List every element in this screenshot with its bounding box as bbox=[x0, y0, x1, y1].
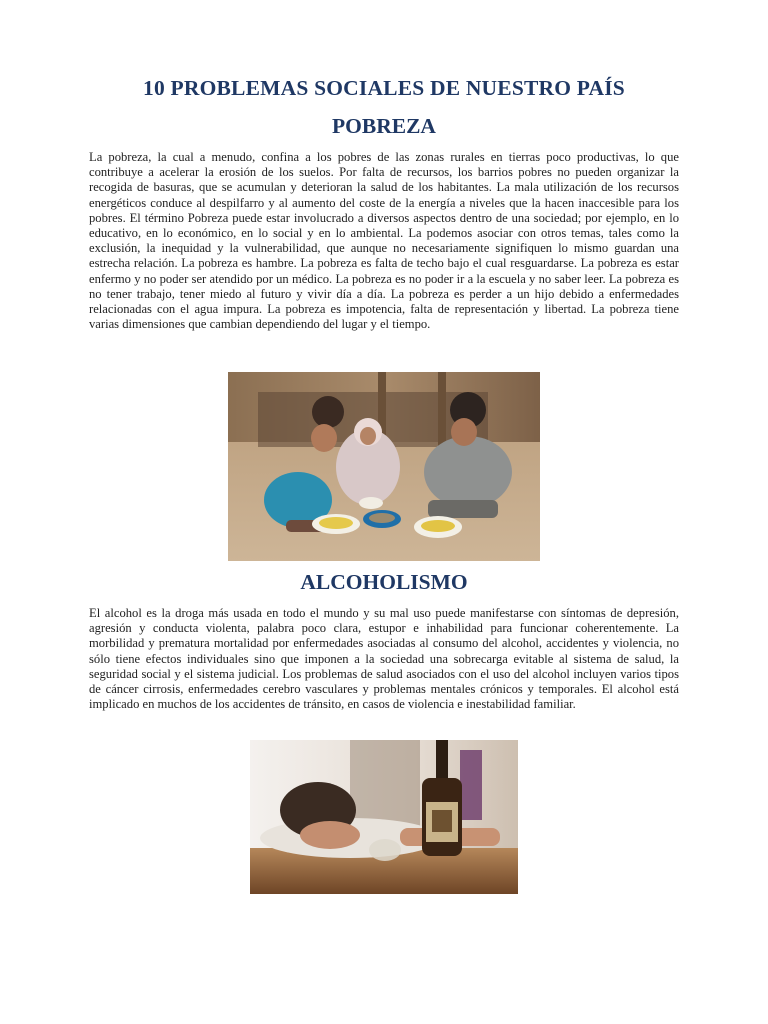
section-heading-alcoholismo: ALCOHOLISMO bbox=[300, 570, 468, 594]
section-body-alcoholismo: El alcohol es la droga más usada en todo el mundo y su mal uso puede manifestarse con síntomas de depresión, agresión y conducta violenta, palabra poco clara, estupor e inhabilidad para funcionar coherentemente. La morbilidad y prematura mortalidad por enfermedades asociadas al consumo del alcohol, accidentes y violencia, no sólo tiene efectos individuales sino que imponen a la sociedad una sobrecarga evitable al sistema de salud, la seguridad social y el sistema judicial. Los problemas de salud asociados con el uso del alcohol incluyen varios tipos de cáncer cirrosis, enfermedades cerebro vasculares y problemas mentales crónicos y temporales. El alcohol está implicado en muchos de los accidentes de tránsito, en casos de violencia e inestabilidad familiar. bbox=[89, 606, 679, 712]
document-title: 10 PROBLEMAS SOCIALES DE NUESTRO PAÍS bbox=[143, 76, 625, 100]
alcoholism-photo bbox=[250, 740, 518, 894]
section-body-pobreza: La pobreza, la cual a menudo, confina a los pobres de las zonas rurales en tierras poco productivas, lo que contribuye a acelerar la erosión de los suelos. Por falta de recursos, los barrios pobres no pueden organizar la recogida de basuras, que se acumulan y deterioran la salud de los habitantes. La mala utilización de los recursos energéticos conduce al despilfarro y al aumento del coste de la energía a niveles que la hacen inaccesible para los pobres. El término Pobreza puede estar involucrado a diversos aspectos dentro de una sociedad; por ejemplo, en lo educativo, en lo económico, en lo social y en lo ambiental. La podemos asociar con otros temas, tales como la exclusión, la inequidad y la vulnerabilidad, que aunque no necesariamente signifiquen lo mismo guardan una estrecha relación. La pobreza es hambre. La pobreza es falta de techo bajo el cual resguardarse. La pobreza es estar enfermo y no poder ser atendido por un médico. La pobreza es no poder ir a la escuela y no saber leer. La pobreza es no tener trabajo, tener miedo al futuro y vivir día a día. La pobreza es perder a un hijo debido a enfermedades relacionadas con el agua impura. La pobreza es impotencia, falta de representación y libertad. La pobreza tiene varias dimensiones que cambian dependiendo del lugar y el tiempo. bbox=[89, 150, 679, 332]
poverty-photo bbox=[228, 372, 540, 561]
section-heading-pobreza: POBREZA bbox=[332, 114, 436, 138]
